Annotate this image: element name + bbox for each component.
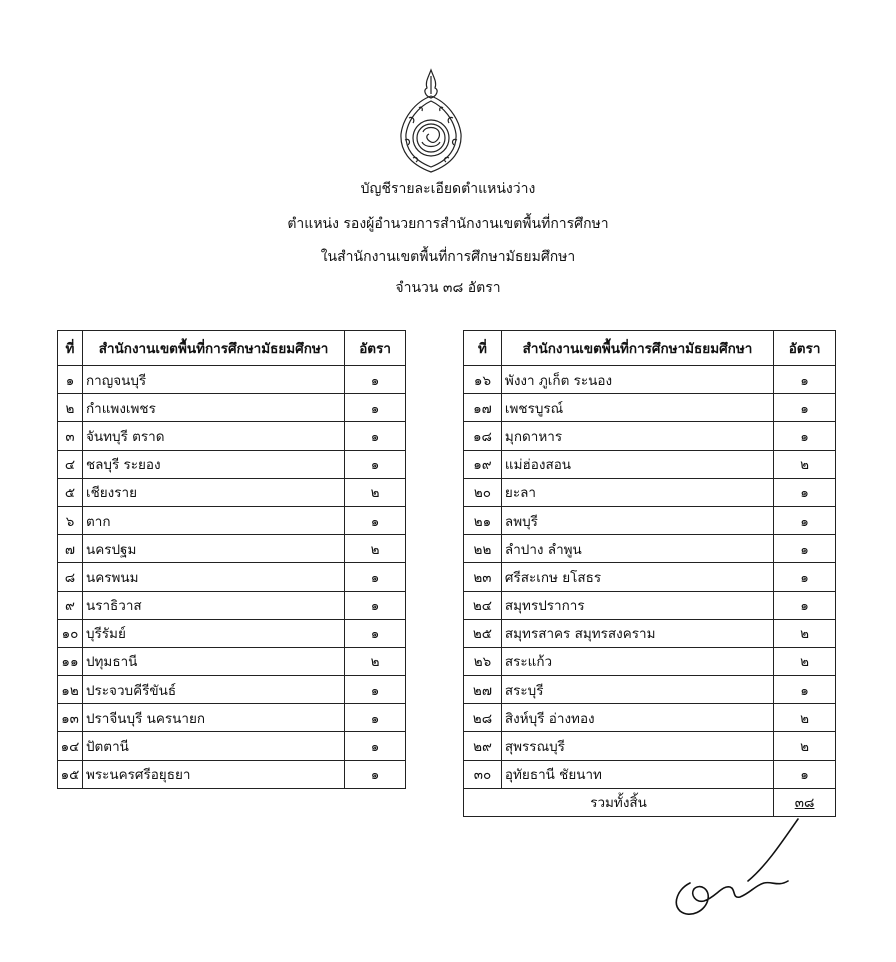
office-name: เพชรบูรณ์ [501, 394, 773, 422]
vacancy-count: ๒ [345, 535, 406, 563]
vacancy-count: ๒ [345, 647, 406, 675]
col-header-no: ที่ [464, 331, 502, 366]
vacancy-count: ๒ [774, 647, 836, 675]
office-name: สุพรรณบุรี [501, 732, 773, 760]
vacancy-table-right [463, 330, 836, 817]
table-row [464, 535, 836, 563]
col-header-no: ที่ [58, 331, 83, 366]
row-number: ๑๙ [464, 450, 502, 478]
vacancy-table-left [57, 330, 406, 789]
table-row [58, 563, 406, 591]
row-number: ๒๘ [464, 704, 502, 732]
row-number: ๑๑ [58, 647, 83, 675]
table-row [464, 591, 836, 619]
row-number: ๑๔ [58, 732, 83, 760]
vacancy-count: ๑ [345, 450, 406, 478]
table-row [58, 450, 406, 478]
table-row [58, 676, 406, 704]
row-number: ๒๖ [464, 647, 502, 675]
table-row [464, 366, 836, 394]
row-number: ๑๓ [58, 704, 83, 732]
vacancy-count: ๑ [774, 394, 836, 422]
table-row [464, 760, 836, 788]
table-row [58, 760, 406, 788]
doc-agency: ในสำนักงานเขตพื้นที่การศึกษามัธยมศึกษา [320, 249, 576, 265]
col-header-qty: อัตรา [774, 331, 836, 366]
table-row [464, 647, 836, 675]
row-number: ๑๐ [58, 619, 83, 647]
vacancy-count: ๑ [345, 394, 406, 422]
vacancy-count: ๑ [345, 366, 406, 394]
table-row [464, 704, 836, 732]
table-row [58, 366, 406, 394]
total-value: ๓๘ [774, 788, 836, 816]
table-row [464, 563, 836, 591]
table-row [58, 704, 406, 732]
office-name: ลำปาง ลำพูน [501, 535, 773, 563]
table-header-row [464, 331, 836, 366]
table-row [464, 422, 836, 450]
table-row [58, 591, 406, 619]
office-name: แม่ฮ่องสอน [501, 450, 773, 478]
total-label: รวมทั้งสิ้น [464, 788, 774, 816]
row-number: ๒๒ [464, 535, 502, 563]
row-number: ๒๔ [464, 591, 502, 619]
table-header-row [58, 331, 406, 366]
row-number: ๗ [58, 535, 83, 563]
office-name: บุรีรัมย์ [82, 619, 344, 647]
row-number: ๑๗ [464, 394, 502, 422]
office-name: กาญจนบุรี [82, 366, 344, 394]
office-name: สมุทรสาคร สมุทรสงคราม [501, 619, 773, 647]
row-number: ๒๓ [464, 563, 502, 591]
office-name: ยะลา [501, 478, 773, 506]
office-name: ปัตตานี [82, 732, 344, 760]
table-row [464, 732, 836, 760]
total-row [464, 788, 836, 816]
vacancy-count: ๑ [774, 506, 836, 534]
row-number: ๘ [58, 563, 83, 591]
row-number: ๒๗ [464, 676, 502, 704]
office-name: เชียงราย [82, 478, 344, 506]
row-number: ๓๐ [464, 760, 502, 788]
table-row [58, 619, 406, 647]
vacancy-count: ๑ [345, 704, 406, 732]
office-name: สระบุรี [501, 676, 773, 704]
row-number: ๙ [58, 591, 83, 619]
row-number: ๒๙ [464, 732, 502, 760]
vacancy-count: ๑ [774, 591, 836, 619]
row-number: ๑๕ [58, 760, 83, 788]
office-name: ตาก [82, 506, 344, 534]
vacancy-count: ๑ [345, 676, 406, 704]
vacancy-count: ๑ [345, 760, 406, 788]
office-name: พระนครศรีอยุธยา [82, 760, 344, 788]
table-row [58, 478, 406, 506]
row-number: ๒๑ [464, 506, 502, 534]
vacancy-count: ๑ [774, 760, 836, 788]
table-row [464, 676, 836, 704]
office-name: ศรีสะเกษ ยโสธร [501, 563, 773, 591]
vacancy-count: ๑ [345, 506, 406, 534]
table-row [58, 535, 406, 563]
table-row [464, 450, 836, 478]
table-row [58, 647, 406, 675]
col-header-office: สำนักงานเขตพื้นที่การศึกษามัธยมศึกษา [82, 331, 344, 366]
doc-position: ตำแหน่ง รองผู้อำนวยการสำนักงานเขตพื้นที่การศึกษา [287, 216, 609, 232]
office-name: ลพบุรี [501, 506, 773, 534]
vacancy-count: ๑ [774, 535, 836, 563]
vacancy-count: ๑ [774, 366, 836, 394]
office-name: นราธิวาส [82, 591, 344, 619]
row-number: ๑๖ [464, 366, 502, 394]
table-row [58, 394, 406, 422]
office-name: นครปฐม [82, 535, 344, 563]
office-name: อุทัยธานี ชัยนาท [501, 760, 773, 788]
office-name: พังงา ภูเก็ต ระนอง [501, 366, 773, 394]
office-name: ชลบุรี ระยอง [82, 450, 344, 478]
vacancy-count: ๒ [774, 450, 836, 478]
row-number: ๑๒ [58, 676, 83, 704]
vacancy-count: ๑ [345, 732, 406, 760]
office-name: นครพนม [82, 563, 344, 591]
office-name: สระแก้ว [501, 647, 773, 675]
office-name: มุกดาหาร [501, 422, 773, 450]
vacancy-count: ๒ [345, 478, 406, 506]
col-header-office: สำนักงานเขตพื้นที่การศึกษามัธยมศึกษา [501, 331, 773, 366]
office-name: สิงห์บุรี อ่างทอง [501, 704, 773, 732]
table-row [464, 506, 836, 534]
office-name: ประจวบคีรีขันธ์ [82, 676, 344, 704]
row-number: ๒๐ [464, 478, 502, 506]
col-header-qty: อัตรา [345, 331, 406, 366]
vacancy-count: ๒ [774, 704, 836, 732]
table-row [464, 619, 836, 647]
office-name: จันทบุรี ตราด [82, 422, 344, 450]
row-number: ๑ [58, 366, 83, 394]
vacancy-count: ๑ [774, 422, 836, 450]
vacancy-count: ๑ [345, 563, 406, 591]
row-number: ๑๘ [464, 422, 502, 450]
office-name: ปทุมธานี [82, 647, 344, 675]
office-name: สมุทรปราการ [501, 591, 773, 619]
vacancy-count: ๑ [345, 619, 406, 647]
vacancy-count: ๑ [774, 478, 836, 506]
office-name: ปราจีนบุรี นครนายก [82, 704, 344, 732]
row-number: ๔ [58, 450, 83, 478]
doc-title: บัญชีรายละเอียดตำแหน่งว่าง [360, 181, 536, 197]
doc-count: จำนวน ๓๘ อัตรา [395, 280, 501, 296]
vacancy-count: ๑ [345, 422, 406, 450]
table-row [464, 478, 836, 506]
row-number: ๒ [58, 394, 83, 422]
office-name: กำแพงเพชร [82, 394, 344, 422]
handwritten-signature [660, 815, 810, 925]
vacancy-count: ๒ [774, 732, 836, 760]
row-number: ๕ [58, 478, 83, 506]
row-number: ๒๕ [464, 619, 502, 647]
vacancy-count: ๑ [774, 563, 836, 591]
vacancy-count: ๑ [774, 676, 836, 704]
table-row [58, 732, 406, 760]
table-row [58, 506, 406, 534]
vacancy-count: ๑ [345, 591, 406, 619]
table-row [464, 394, 836, 422]
vacancy-count: ๒ [774, 619, 836, 647]
row-number: ๓ [58, 422, 83, 450]
table-row [58, 422, 406, 450]
ministry-emblem-icon [395, 68, 467, 176]
row-number: ๖ [58, 506, 83, 534]
